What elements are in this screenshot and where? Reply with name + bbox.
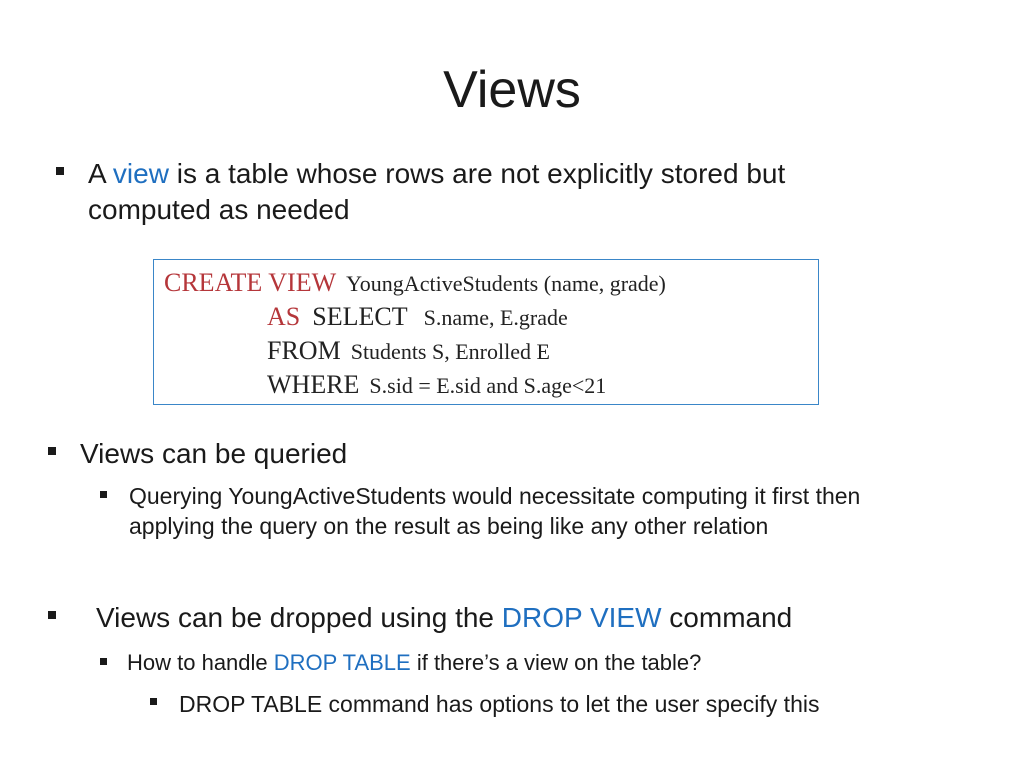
bullet-prefix: Views can be dropped using the	[96, 602, 502, 633]
bullet-views-dropped	[48, 600, 792, 636]
sql-keyword-as: AS	[267, 302, 301, 331]
square-bullet-icon	[56, 167, 64, 175]
sql-keyword-where: WHERE	[267, 370, 360, 399]
bullet-views-queried	[48, 436, 347, 472]
sql-line-where	[267, 372, 606, 398]
square-bullet-icon	[48, 447, 56, 455]
slide-title: Views	[443, 61, 581, 119]
sub-bullet-text	[129, 482, 860, 542]
square-bullet-icon	[100, 491, 107, 498]
square-bullet-icon	[150, 698, 157, 705]
sql-keyword-create-view: CREATE VIEW	[164, 268, 337, 297]
sql-arg-select-list: S.name, E.grade	[423, 305, 568, 330]
sql-keyword-select: SELECT	[312, 302, 408, 331]
sub-bullet-line1: Querying YoungActiveStudents would necessitate computing it first then	[129, 483, 861, 509]
sql-line-as-select	[267, 304, 568, 330]
view-keyword: view	[112, 158, 169, 189]
sub-bullet-drop-table	[100, 649, 701, 678]
bullet-suffix: command	[661, 602, 793, 633]
sql-line-from	[267, 338, 550, 364]
bullet-line2: computed as needed	[88, 194, 350, 226]
bullet-line1-rest: is a table whose rows are not explicitly stored but	[168, 158, 786, 189]
sql-arg-where-condition: S.sid = E.sid and S.age<21	[369, 373, 607, 398]
sub-bullet-suffix: if there’s a view on the table?	[410, 650, 702, 675]
sql-line-create	[164, 270, 666, 296]
sub-bullet-text	[127, 649, 701, 678]
sub-bullet-prefix: How to handle	[127, 650, 274, 675]
drop-table-keyword: DROP TABLE	[273, 650, 411, 675]
sub-bullet-querying	[100, 482, 860, 542]
sub-sub-bullet-text: DROP TABLE command has options to let the user specify this	[179, 691, 820, 717]
bullet-text: Views can be queried	[80, 438, 348, 469]
bullet-prefix: A	[88, 158, 113, 189]
bullet-text	[96, 600, 792, 636]
square-bullet-icon	[100, 658, 107, 665]
bullet-view-definition	[56, 156, 785, 229]
sql-arg-view-name: YoungActiveStudents (name, grade)	[346, 271, 666, 296]
sql-code-box	[153, 259, 819, 405]
sql-arg-from-list: Students S, Enrolled E	[350, 339, 550, 364]
square-bullet-icon	[48, 611, 56, 619]
bullet-text	[88, 156, 785, 229]
sub-bullet-line2: applying the query on the result as being like any other relation	[129, 512, 769, 539]
drop-view-keyword: DROP VIEW	[501, 602, 662, 633]
sql-keyword-from: FROM	[267, 336, 341, 365]
sub-sub-bullet-drop-table-options	[150, 690, 819, 720]
